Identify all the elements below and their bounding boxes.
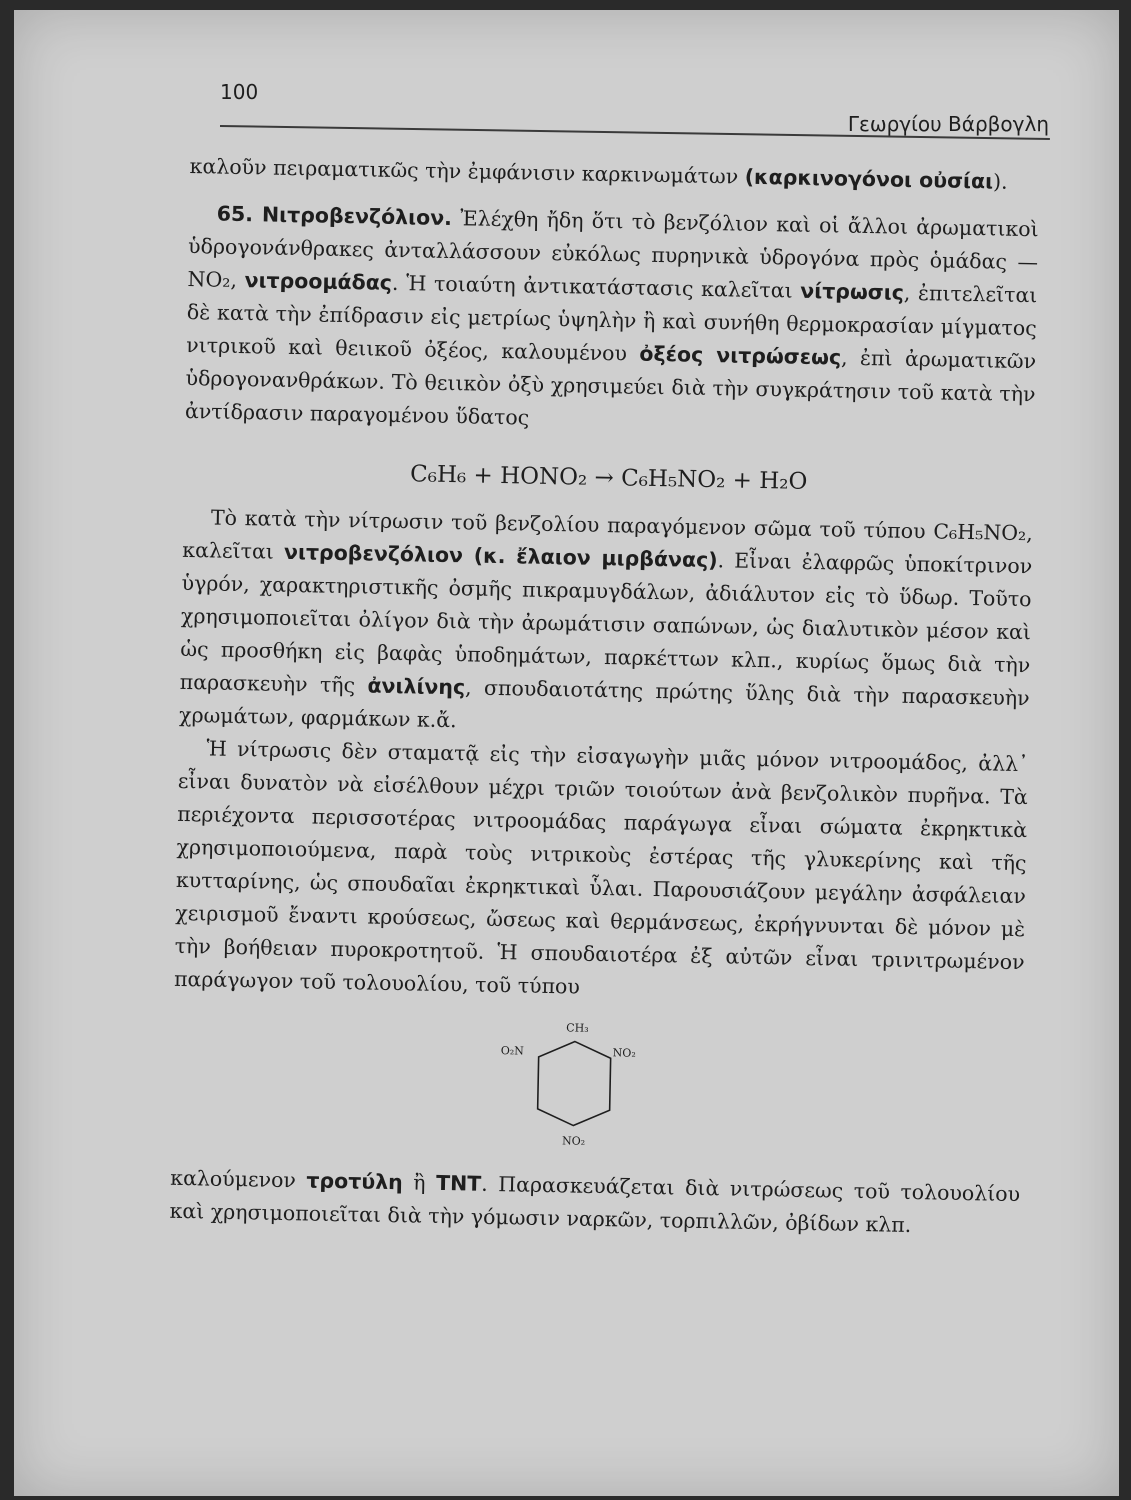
- benzene-ring: [537, 1041, 611, 1126]
- body-text: [169, 150, 1040, 1244]
- paragraph-nitrobenzene-properties: Τὸ κατὰ τὴν νίτρωσιν τοῦ βενζολίου παραγόμενον σῶμα τοῦ τύπου C₆H₅NO₂, καλεῖται νιτροβενζόλιον (κ. ἔλαιον μιρβάνας). Εἶναι ἐλαφρῶς ὑποκίτρινον ὑγρόν, χαρακτηριστικῆς ὀσμῆς πικραμυγδάλων, ἀδιάλυτον εἰς τὸ ὕδωρ. Τοῦτο χρησιμοποιεῖται ὀλίγον διὰ τὴν ἀρωμάτισιν σαπώνων, ὡς διαλυτικὸν μέσον καὶ ὡς προσθήκη εἰς βαφὰς ὑποδημάτων, παρκέττων κλπ., κυρίως ὅμως διὰ τὴν παρασκευὴν τῆς ἀνιλίνης, σπουδαιοτάτης πρώτης ὕλης διὰ τὴν παρασκευὴν χρωμάτων, φαρμάκων κ.ἄ.: [178, 505, 1034, 733]
- paragraph-carcinogens: καλοῦν πειραματικῶς τὴν ἐμφάνισιν καρκινωμάτων (καρκινογόνοι οὐσίαι).: [189, 153, 1008, 194]
- label-no2-right: NO₂: [612, 1046, 636, 1060]
- label-no2-bottom: NO₂: [561, 1134, 586, 1148]
- term-aniline: ἀνιλίνης: [367, 673, 466, 700]
- paragraph-explosives: Ἡ νίτρωσις δὲν σταματᾷ εἰς τὴν εἰσαγωγὴν μιᾶς μόνον νιτροομάδος, ἀλλ᾽ εἶναι δυνατὸν νὰ εἰσέλθουν μέχρι τριῶν τοιούτων ἀνὰ βενζολικὸν πυρῆνα. Τὰ περιέχοντα περισσοτέρας νιτροομάδας παράγωγα εἶναι σώματα ἐκρηκτικὰ χρησιμοποιούμενα, παρὰ τοὺς νιτρικοὺς ἐστέρας τῆς γλυκερίνης καὶ τῆς κυτταρίνης, ὡς σπουδαῖαι ἐκρηκτικαὶ ὗλαι. Παρουσιάζουν μεγάλην ἀσφάλειαν χειρισμοῦ ἔναντι κρούσεως, ὤσεως καὶ θερμάνσεως, ἐκρήγνυνται δὲ μόνον μὲ τὴν βοήθειαν πυροκροτητοῦ. Ἡ σπουδαιοτέρα ἐξ αὐτῶν εἶναι τρινιτρωμένον παράγωγον τοῦ τολουολίου, τοῦ τύπου: [173, 736, 1029, 999]
- term-nitrating-acid: ὀξέος νιτρώσεως: [639, 341, 842, 370]
- paragraph-tnt: καλούμενον τροτύλη ἢ TNT. Παρασκευάζεται διὰ νιτρώσεως τοῦ τολουολίου καὶ χρησιμοποιεῖται διὰ τὴν γόμωσιν ναρκῶν, τορπιλλῶν, ὀβίδων κλπ.: [169, 1165, 1021, 1238]
- page-number: 100: [220, 80, 259, 104]
- reaction-equation: C₆H₆ + HONO₂ → C₆H₅NO₂ + H₂O: [409, 461, 808, 495]
- running-head: Γεωργίου Βάρβογλη: [847, 112, 1049, 136]
- term-nitro-groups: νιτροομάδας: [244, 268, 393, 295]
- paragraph-nitrobenzene-intro: 65. Νιτροβενζόλιον. Ἐλέχθη ἤδη ὅτι τὸ βενζόλιον καὶ οἱ ἄλλοι ἀρωματικοὶ ὑδρογονάνθρακες ἀνταλλάσσουν εὐκόλως πυρηνικὰ ὑδρογόνα πρὸς ὁμάδας — NO₂, νιτροομάδας. Ἡ τοιαύτη ἀντικατάστασις καλεῖται νίτρωσις, ἐπιτελεῖται δὲ κατὰ τὴν ἐπίδρασιν εἰς μετρίως ὑψηλὴν ἢ καὶ συνήθη θερμοκρασίαν μίγματος νιτρικοῦ καὶ θειικοῦ ὀξέος, καλουμένου ὀξέος νιτρώσεως, ἐπὶ ἀρωματικῶν ὑδρογονανθράκων. Τὸ θειικὸν ὀξὺ χρησιμεύει διὰ τὴν συγκράτησιν τοῦ κατὰ τὴν ἀντίδρασιν παραγομένου ὕδατος: [184, 201, 1039, 430]
- term-trotyl: τροτύλη: [306, 1168, 403, 1195]
- label-ch3: CH₃: [566, 1021, 589, 1035]
- label-o2n-left: O₂N: [500, 1044, 524, 1058]
- term-nitrobenzene: νιτροβενζόλιον (κ. ἔλαιον μιρβάνας): [283, 539, 718, 573]
- term-nitration: νίτρωσις: [800, 278, 905, 305]
- term-carcinogens: (καρκινογόνοι οὐσίαι: [744, 164, 994, 194]
- term-tnt: TNT: [435, 1170, 482, 1196]
- tnt-structure-diagram: [171, 1008, 1024, 1174]
- section-heading: 65. Νιτροβενζόλιον.: [216, 201, 453, 231]
